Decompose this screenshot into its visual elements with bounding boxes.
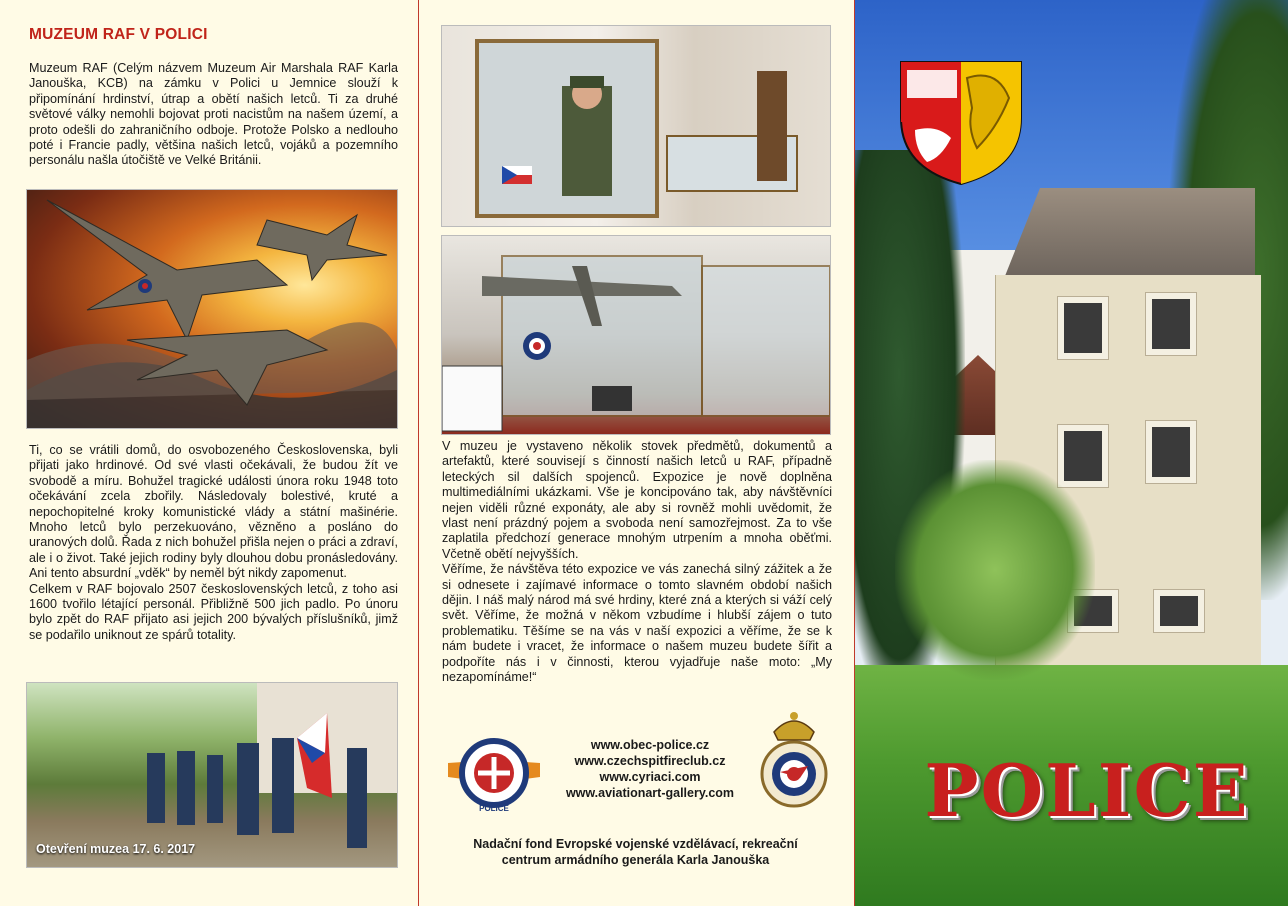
spitfire-illustration bbox=[27, 190, 397, 428]
foundation-line-2: centrum armádního generála Karla Janouška bbox=[501, 853, 770, 867]
museum-title: MUZEUM RAF V POLICI bbox=[29, 26, 208, 43]
exhibition-showcase-photo-2 bbox=[442, 236, 830, 434]
showcase-illustration-2 bbox=[442, 236, 830, 434]
castle-window bbox=[1154, 590, 1204, 632]
spitfire-painting bbox=[27, 190, 397, 428]
history-text bbox=[29, 443, 398, 643]
foundation-line-1: Nadační fond Evropské vojenské vzdělávací, rekreační bbox=[473, 837, 798, 851]
parade-illustration bbox=[27, 683, 397, 867]
exhibition-showcase-photo-1 bbox=[442, 26, 830, 226]
right-panel bbox=[855, 0, 1288, 906]
intro-paragraph: Muzeum RAF (Celým názvem Muzeum Air Marshala RAF Karla Janouška, KCB) na zámku v Polici u Jemnice slouží k připomínání hrdinství, útrap a obětí našich letců. Ti za druhé světové války nemohli bojovat proti nacistům na našem území, a proto odešli do zahraničního odboje. Protože Polsko a nedlouho poté i Francie padly, většina našich letců, vojáků a pozemního personálu našla útočiště ve Velké Británii. bbox=[29, 61, 398, 168]
foundation-name bbox=[448, 836, 823, 868]
showcase-illustration-1 bbox=[442, 26, 830, 226]
raf-squadron-badge-icon bbox=[760, 710, 828, 812]
left-panel bbox=[0, 0, 419, 906]
castle-window bbox=[1058, 297, 1108, 359]
history-paragraph-2: Celkem v RAF bojovalo 2507 československých letců, z toho asi 1600 tvořilo létající personál. Přibližně 500 jich padlo. Po únoru bylo zpět do RAF přijato asi jejich 200 bývalých příslušníků, jimž se podařilo uniknout ze spárů totality. bbox=[29, 581, 398, 642]
museum-opening-photo bbox=[27, 683, 397, 867]
foundation-emblem-label: POLICE bbox=[479, 804, 509, 813]
link-cyriaci[interactable]: www.cyriaci.com bbox=[599, 770, 701, 784]
link-czechspitfireclub[interactable]: www.czechspitfireclub.cz bbox=[574, 754, 726, 768]
exhibition-paragraph-1: V muzeu je vystaveno několik stovek předmětů, dokumentů a artefaktů, které souvisejí s činností našich letců u RAF, případně leteckých sil dalších spojenců. Expozice je nově doplněna multimediálními ukázkami. Vše je koncipováno tak, aby návštěvníci nejen viděli různé exponáty, ale aby si rovněž mohli uvědomit, že vlast není prázdný pojem a svoboda není samozřejmost. Za to vše zaplatila předchozí generace mnohým utrpením a mnoha oběťmi. Včetně obětí nejvyšších. bbox=[442, 439, 832, 561]
town-name-title: POLICE bbox=[924, 748, 1250, 833]
exhibition-text bbox=[442, 439, 832, 686]
castle-window bbox=[1146, 421, 1196, 483]
intro-text bbox=[29, 61, 398, 169]
photo-caption: Otevření muzea 17. 6. 2017 bbox=[36, 842, 196, 856]
link-obec-police[interactable]: www.obec-police.cz bbox=[590, 738, 710, 752]
website-links bbox=[540, 737, 760, 801]
foundation-emblem-icon bbox=[448, 733, 540, 815]
castle-roof bbox=[1005, 188, 1255, 276]
exhibition-paragraph-2: Věříme, že návštěva této expozice ve vás zanechá silný zážitek a že si odnesete i zajímavé informace o tomto slavném období našich dějin. I náš malý národ má své hrdiny, které zná a kterých si váží celý svět. Věříme, že možná v někom vzbudíme i hlubší zájem o tuto problematiku. Těšíme se na vás v naší expozici a věříme, že se k nám budete i vracet, že informace o našem muzeu budete šířit a podpoříte nás i v činnosti, kterou vyjadřuje naše moto: „My nezapomínáme!“ bbox=[442, 562, 832, 685]
shrub bbox=[895, 460, 1095, 680]
coat-of-arms-icon bbox=[897, 58, 1025, 186]
castle-window bbox=[1146, 293, 1196, 355]
history-paragraph-1: Ti, co se vrátili domů, do osvobozeného Československa, byli přijati jako hrdinové. Od své vlasti očekávali, že budou žít ve svobodě a míru. Bohužel tragické události února roku 1948 toto očekávání zcela zbořily. Následovaly bolestivé, kruté a nepochopitelné kroky komunistické vlády a státní mašinérie. Mnoho letců bylo perzekuováno, vězněno a posláno do uranových dolů. Řada z nich bohužel přišla nejen o práci a zdraví, ale i o život. Také jejich rodiny byly dlouhou dobu pronásledovány. Ani tento absurdní „vděk“ by neměl být nikdy zapomenut. bbox=[29, 443, 398, 581]
link-aviationart-gallery[interactable]: www.aviationart-gallery.com bbox=[565, 786, 735, 800]
